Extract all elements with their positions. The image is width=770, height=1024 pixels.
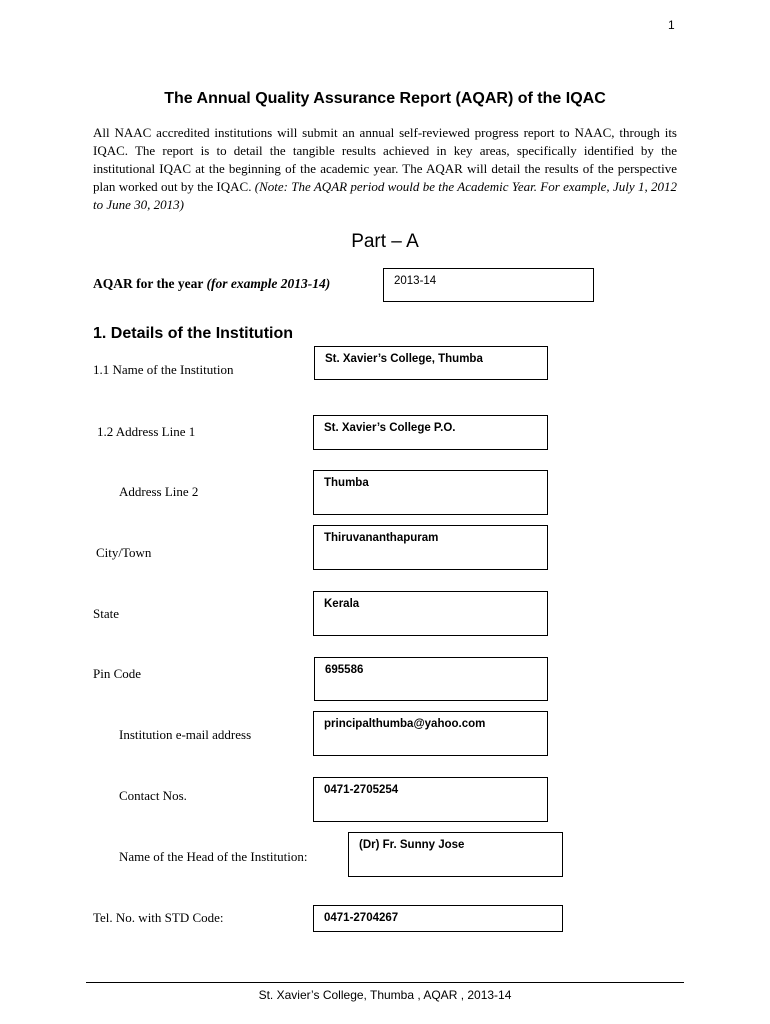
- state-label: State: [93, 606, 119, 621]
- institution-name-field[interactable]: St. Xavier’s College, Thumba: [314, 346, 548, 380]
- address-line1-label: 1.2 Address Line 1: [97, 424, 196, 439]
- address-line2-label: Address Line 2: [119, 484, 199, 499]
- aqar-year-label-text: AQAR for the year: [93, 276, 204, 291]
- state-field[interactable]: Kerala: [313, 591, 548, 636]
- tel-label: Tel. No. with STD Code:: [93, 910, 224, 925]
- head-label: Name of the Head of the Institution:: [119, 849, 308, 864]
- email-label: Institution e-mail address: [119, 727, 252, 742]
- contact-label: Contact Nos.: [119, 788, 187, 803]
- address-line1-field[interactable]: St. Xavier’s College P.O.: [313, 415, 548, 450]
- contact-field[interactable]: 0471-2705254: [313, 777, 548, 822]
- tel-field[interactable]: 0471-2704267: [313, 905, 563, 932]
- head-field[interactable]: (Dr) Fr. Sunny Jose: [348, 832, 563, 877]
- page-title: The Annual Quality Assurance Report (AQAR) of the IQAC: [164, 90, 606, 107]
- institution-name-label: 1.1 Name of the Institution: [93, 362, 234, 377]
- part-title: Part – A: [351, 231, 419, 252]
- city-field[interactable]: Thiruvananthapuram: [313, 525, 548, 570]
- intro-text: All NAAC accredited institutions will submit an annual self-reviewed progress report to NAAC, through its IQAC. The report is to detail the tangible results achieved in key areas, specifically identified by the institutional IQAC at the beginning of the academic year. The AQAR will detail the results of the perspective plan worked out by the IQAC.: [93, 125, 677, 194]
- aqar-year-label: [93, 276, 330, 292]
- section-heading: 1. Details of the Institution: [93, 325, 294, 342]
- pin-code-field[interactable]: 695586: [314, 657, 548, 701]
- page-number: 1: [668, 18, 675, 32]
- city-label: City/Town: [96, 545, 152, 560]
- pin-code-label: Pin Code: [93, 666, 142, 681]
- footer-divider: [86, 982, 684, 983]
- email-field[interactable]: principalthumba@yahoo.com: [313, 711, 548, 756]
- intro-paragraph: [93, 124, 677, 214]
- aqar-year-field[interactable]: 2013-14: [383, 268, 594, 302]
- intro-note: (Note: The AQAR period would be the Academic Year. For example, July 1, 2012 to June 30, 2013): [93, 179, 678, 212]
- footer-text: St. Xavier’s College, Thumba , AQAR , 2013-14: [258, 988, 512, 1002]
- address-line2-field[interactable]: Thumba: [313, 470, 548, 515]
- aqar-year-example: (for example 2013-14): [206, 276, 331, 291]
